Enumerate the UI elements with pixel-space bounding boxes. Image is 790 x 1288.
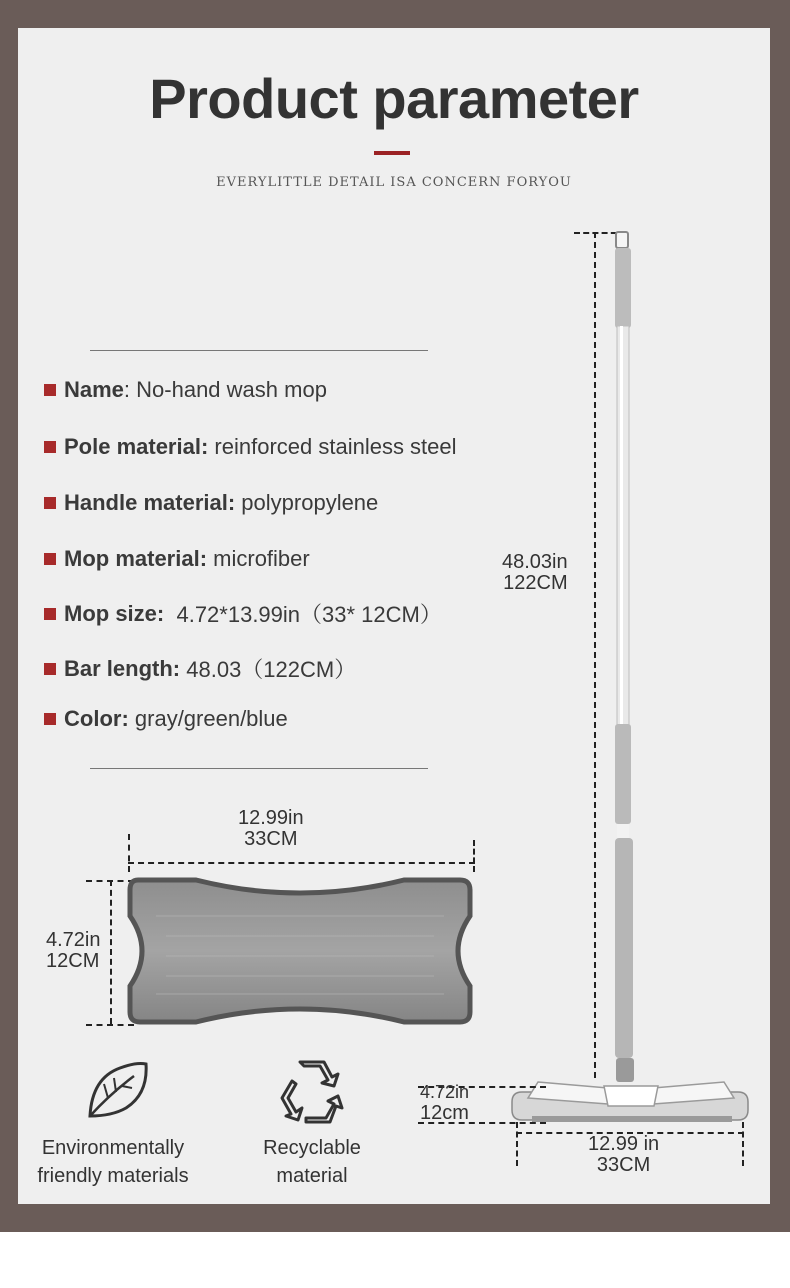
bullet-square-icon [44, 553, 56, 565]
mop-product-image [508, 226, 758, 1136]
title-accent-rule [374, 151, 410, 155]
pad-width-dimension-line [128, 862, 475, 864]
spec-key: Bar length: [64, 655, 181, 681]
head-height-in: 4.72in [420, 1082, 470, 1102]
feature-eco-line1: Environmentally [41, 1137, 185, 1159]
recycle-icon [276, 1058, 348, 1124]
spec-color [44, 706, 288, 732]
specs-top-divider [90, 350, 428, 351]
spec-value: 4.72*13.99in（33* 12CM） [176, 602, 442, 627]
bullet-square-icon [44, 663, 56, 675]
spec-key: Color: [64, 706, 129, 731]
pad-height-in: 4.72in [46, 929, 101, 951]
pad-height-label [46, 930, 101, 972]
spec-value: reinforced stainless steel [214, 434, 457, 459]
feature-recycle-label [232, 1134, 392, 1190]
bullet-square-icon [44, 384, 56, 396]
page-subtitle: EVERYLITTLE DETAIL ISA CONCERN FORYOU [216, 175, 572, 190]
bullet-square-icon [44, 497, 56, 509]
feature-eco-label [32, 1134, 194, 1190]
pole-length-cm: 122CM [503, 572, 568, 594]
spec-name: Name : No-hand wash mop [44, 377, 327, 403]
spec-value: polypropylene [241, 490, 379, 515]
head-height-cm: 12cm [420, 1102, 469, 1124]
spec-handle-material [44, 490, 378, 516]
bullet-square-icon [44, 441, 56, 453]
mop-pad-image [126, 876, 474, 1026]
content-panel [18, 28, 770, 1204]
spec-value: gray/green/blue [134, 706, 288, 731]
head-width-left-tick [516, 1122, 518, 1166]
pad-width-left-tick [128, 834, 130, 872]
page-title: Product parameter [149, 67, 639, 130]
head-width-in: 12.99 in [588, 1133, 660, 1155]
pad-width-cm: 33CM [244, 828, 298, 850]
spec-mop-size [44, 598, 442, 629]
spec-key: Handle material: [64, 490, 236, 515]
specs-bottom-divider [90, 768, 428, 769]
spec-value: microfiber [213, 546, 310, 571]
head-width-right-tick [742, 1122, 744, 1166]
spec-key: Pole material: [64, 434, 209, 459]
feature-eco-line2: friendly materials [37, 1165, 189, 1187]
leaf-icon [82, 1058, 152, 1122]
spec-mop-material [44, 546, 310, 572]
pad-width-in: 12.99in [238, 807, 304, 829]
spec-key: Mop material: [64, 546, 208, 571]
spec-bar-length [44, 653, 356, 684]
pad-width-label [238, 808, 304, 850]
feature-recycle-line2: material [276, 1165, 348, 1187]
spec-key: Name [64, 377, 124, 402]
spec-pole-material [44, 434, 457, 460]
spec-value: No-hand wash mop [136, 377, 327, 402]
pad-height-cm: 12CM [46, 950, 100, 972]
head-height-label [420, 1082, 469, 1124]
bullet-square-icon [44, 713, 56, 725]
bullet-square-icon [44, 608, 56, 620]
spec-value: 48.03（122CM） [186, 657, 357, 682]
feature-recycle-line1: Recyclable [263, 1137, 361, 1159]
head-width-cm: 33CM [596, 1154, 651, 1176]
pad-width-right-tick [473, 840, 475, 872]
head-width-label [588, 1134, 659, 1176]
pole-length-in: 48.03in [502, 551, 568, 573]
pad-height-dimension-line [110, 880, 112, 1024]
spec-key: Mop size: [64, 600, 165, 626]
